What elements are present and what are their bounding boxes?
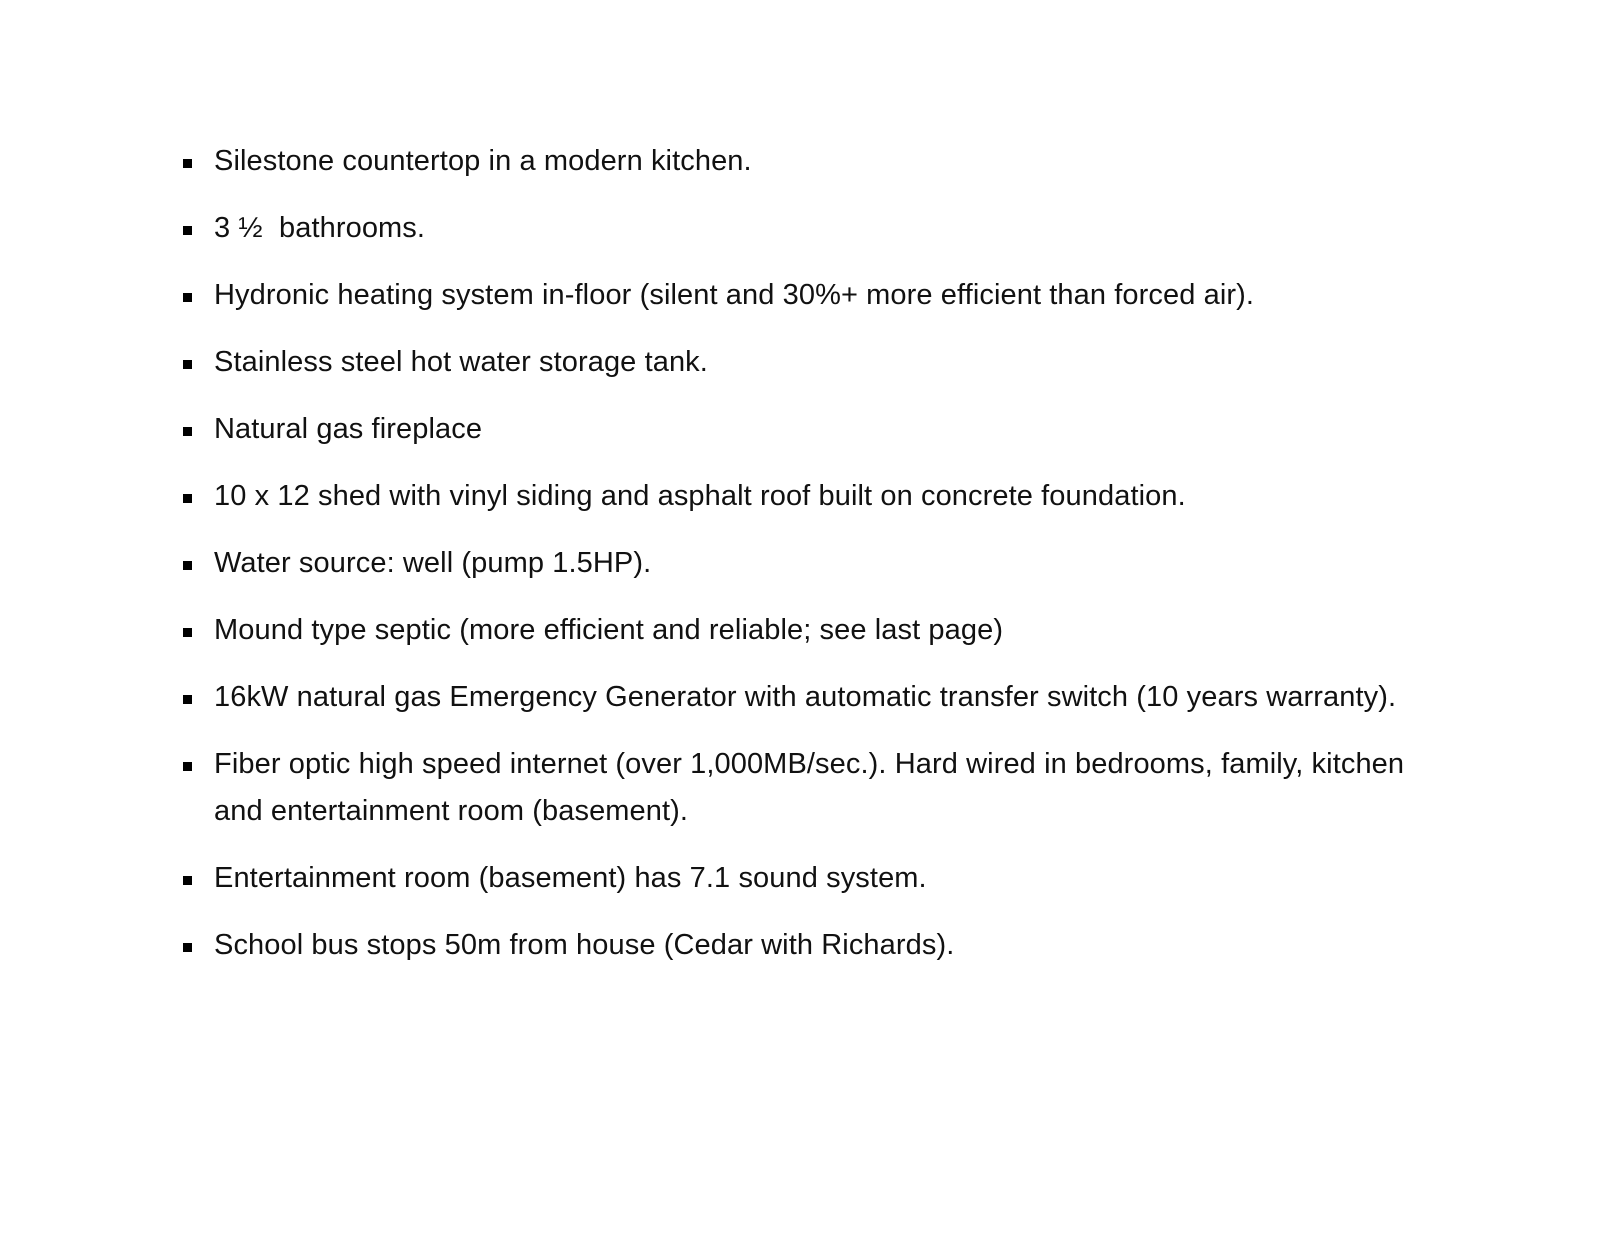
square-bullet-icon xyxy=(183,427,192,436)
list-item xyxy=(183,674,1423,721)
list-item-text: Hydronic heating system in-floor (silent and 30%+ more efficient than forced air). xyxy=(214,279,1255,311)
list-item-text: Fiber optic high speed internet (over 1,000MB/sec.). Hard wired in bedrooms, family, kitchen and entertainment room (basement). xyxy=(214,748,1405,827)
list-item xyxy=(183,272,1423,319)
square-bullet-icon xyxy=(183,876,192,885)
square-bullet-icon xyxy=(183,628,192,637)
list-item xyxy=(183,855,1423,902)
list-item-text: Entertainment room (basement) has 7.1 sound system. xyxy=(214,862,927,894)
list-item-text: 16kW natural gas Emergency Generator with automatic transfer switch (10 years warranty). xyxy=(214,681,1397,713)
list-item xyxy=(183,406,1423,453)
list-item-text: Stainless steel hot water storage tank. xyxy=(214,346,708,378)
square-bullet-icon xyxy=(183,561,192,570)
square-bullet-icon xyxy=(183,695,192,704)
list-item xyxy=(183,473,1423,520)
square-bullet-icon xyxy=(183,360,192,369)
square-bullet-icon xyxy=(183,943,192,952)
list-item xyxy=(183,540,1423,587)
square-bullet-icon xyxy=(183,762,192,771)
list-item xyxy=(183,922,1423,969)
list-item-text: 3 ½ bathrooms. xyxy=(214,212,426,244)
list-item xyxy=(183,205,1423,252)
square-bullet-icon xyxy=(183,226,192,235)
list-item-text: Natural gas fireplace xyxy=(214,413,483,445)
list-item xyxy=(183,607,1423,654)
list-item-text: 10 x 12 shed with vinyl siding and asphalt roof built on concrete foundation. xyxy=(214,480,1186,512)
square-bullet-icon xyxy=(183,293,192,302)
list-item xyxy=(183,138,1423,185)
square-bullet-icon xyxy=(183,159,192,168)
list-item-text: Water source: well (pump 1.5HP). xyxy=(214,547,652,579)
list-item-text: Mound type septic (more efficient and reliable; see last page) xyxy=(214,614,1004,646)
list-item-text: School bus stops 50m from house (Cedar with Richards). xyxy=(214,929,955,961)
square-bullet-icon xyxy=(183,494,192,503)
feature-list xyxy=(183,138,1423,989)
list-item xyxy=(183,339,1423,386)
list-item-text: Silestone countertop in a modern kitchen. xyxy=(214,145,752,177)
list-item xyxy=(183,741,1423,835)
